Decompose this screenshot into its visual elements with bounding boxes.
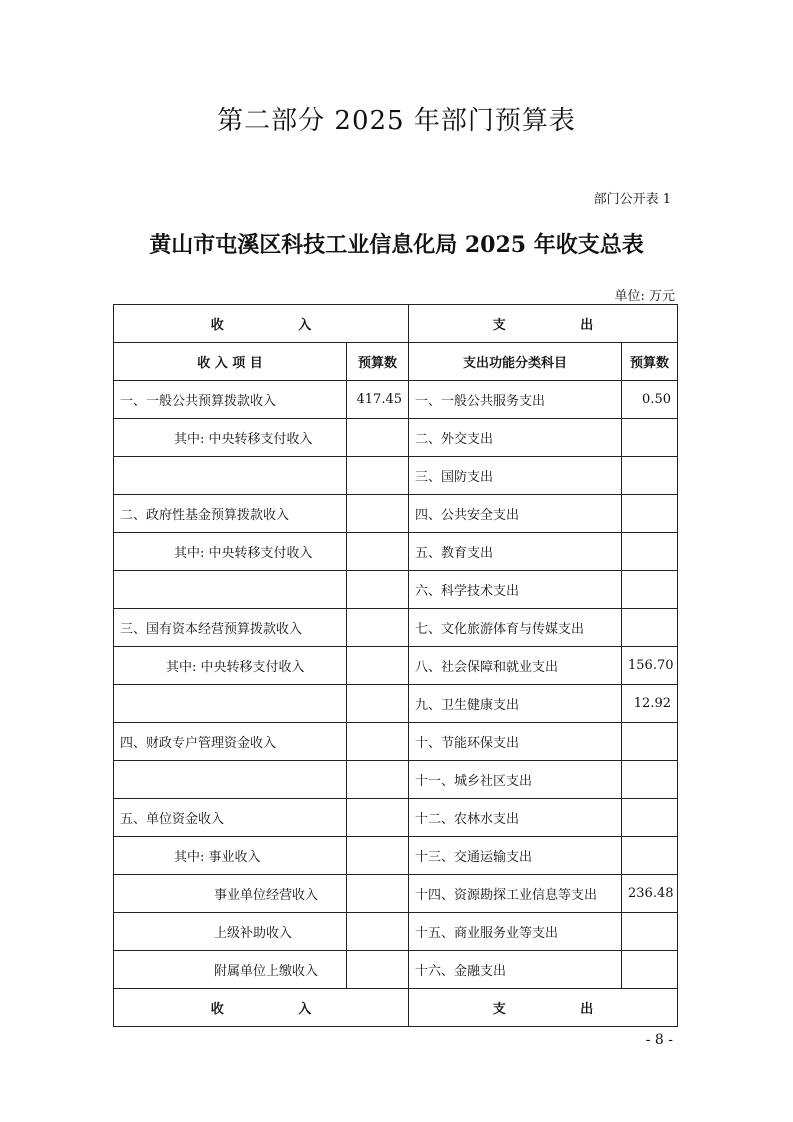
expense-amount — [622, 837, 678, 875]
expense-amount: 156.70 — [622, 647, 678, 685]
expense-item: 六、科学技术支出 — [409, 571, 622, 609]
table-row — [114, 533, 678, 571]
budget-summary-table — [113, 304, 678, 1027]
expense-amount: 236.48 — [622, 875, 678, 913]
table-number: 部门公开表 1 — [593, 192, 671, 207]
income-item — [114, 571, 347, 609]
table-row — [114, 495, 678, 533]
table-row — [114, 761, 678, 799]
table-row — [114, 685, 678, 723]
income-amount — [347, 533, 409, 571]
income-item: 附属单位上缴收入 — [114, 951, 347, 989]
expense-amount — [622, 723, 678, 761]
page-number: - 8 - — [645, 1032, 673, 1048]
expense-item: 一、一般公共服务支出 — [409, 381, 622, 419]
income-item — [114, 685, 347, 723]
table-row — [114, 609, 678, 647]
expense-item: 五、教育支出 — [409, 533, 622, 571]
income-amount — [347, 799, 409, 837]
income-amount: 417.45 — [347, 381, 409, 419]
expense-item-header: 支出功能分类科目 — [409, 343, 622, 381]
table-row — [114, 381, 678, 419]
expense-item: 三、国防支出 — [409, 457, 622, 495]
expense-item: 九、卫生健康支出 — [409, 685, 622, 723]
table-row — [114, 913, 678, 951]
income-amount — [347, 837, 409, 875]
expense-item: 十一、城乡社区支出 — [409, 761, 622, 799]
income-item: 事业单位经营收入 — [114, 875, 347, 913]
income-section-header: 收 入 — [114, 305, 409, 343]
income-item: 上级补助收入 — [114, 913, 347, 951]
table-row — [114, 647, 678, 685]
income-amount — [347, 685, 409, 723]
income-item: 其中: 中央转移支付收入 — [114, 533, 347, 571]
table-row — [114, 875, 678, 913]
expense-amount-header: 预算数 — [622, 343, 678, 381]
main-title: 黄山市屯溪区科技工业信息化局 2025 年收支总表 — [149, 232, 644, 258]
income-amount — [347, 951, 409, 989]
table-row — [114, 457, 678, 495]
table-row — [114, 837, 678, 875]
income-amount — [347, 723, 409, 761]
table-row — [114, 571, 678, 609]
expense-item: 十三、交通运输支出 — [409, 837, 622, 875]
expense-amount — [622, 799, 678, 837]
income-item — [114, 457, 347, 495]
expense-amount — [622, 913, 678, 951]
income-item: 二、政府性基金预算拨款收入 — [114, 495, 347, 533]
income-amount — [347, 647, 409, 685]
expense-amount — [622, 609, 678, 647]
expense-amount: 0.50 — [622, 381, 678, 419]
income-item: 四、财政专户管理资金收入 — [114, 723, 347, 761]
income-amount — [347, 571, 409, 609]
expense-section-header: 支 出 — [409, 305, 678, 343]
expense-amount — [622, 533, 678, 571]
expense-item: 十二、农林水支出 — [409, 799, 622, 837]
income-item — [114, 761, 347, 799]
income-amount — [347, 609, 409, 647]
expense-item: 十、节能环保支出 — [409, 723, 622, 761]
income-item: 五、单位资金收入 — [114, 799, 347, 837]
expense-amount — [622, 495, 678, 533]
income-item: 其中: 中央转移支付收入 — [114, 419, 347, 457]
expense-amount — [622, 419, 678, 457]
table-row — [114, 723, 678, 761]
expense-footer-header: 支 出 — [409, 989, 678, 1027]
expense-amount — [622, 457, 678, 495]
table-footer-header — [114, 989, 678, 1027]
expense-item: 十六、金融支出 — [409, 951, 622, 989]
part-title: 第二部分 2025 年部门预算表 — [217, 106, 576, 136]
income-amount — [347, 761, 409, 799]
table-column-header — [114, 343, 678, 381]
income-amount — [347, 419, 409, 457]
table-section-header — [114, 305, 678, 343]
income-amount — [347, 913, 409, 951]
income-amount — [347, 875, 409, 913]
income-amount — [347, 495, 409, 533]
income-footer-header: 收 入 — [114, 989, 409, 1027]
income-item: 三、国有资本经营预算拨款收入 — [114, 609, 347, 647]
expense-amount — [622, 571, 678, 609]
table-row — [114, 799, 678, 837]
income-item: 其中: 中央转移支付收入 — [114, 647, 347, 685]
expense-item: 七、文化旅游体育与传媒支出 — [409, 609, 622, 647]
income-amount-header: 预算数 — [347, 343, 409, 381]
income-item: 其中: 事业收入 — [114, 837, 347, 875]
income-item: 一、一般公共预算拨款收入 — [114, 381, 347, 419]
income-amount — [347, 457, 409, 495]
expense-item: 四、公共安全支出 — [409, 495, 622, 533]
expense-item: 八、社会保障和就业支出 — [409, 647, 622, 685]
expense-item: 十四、资源勘探工业信息等支出 — [409, 875, 622, 913]
table-row — [114, 419, 678, 457]
income-item-header: 收 入 项 目 — [114, 343, 347, 381]
expense-amount — [622, 951, 678, 989]
expense-amount — [622, 761, 678, 799]
unit-label: 单位: 万元 — [614, 289, 675, 304]
expense-item: 二、外交支出 — [409, 419, 622, 457]
table-row — [114, 951, 678, 989]
expense-item: 十五、商业服务业等支出 — [409, 913, 622, 951]
expense-amount: 12.92 — [622, 685, 678, 723]
